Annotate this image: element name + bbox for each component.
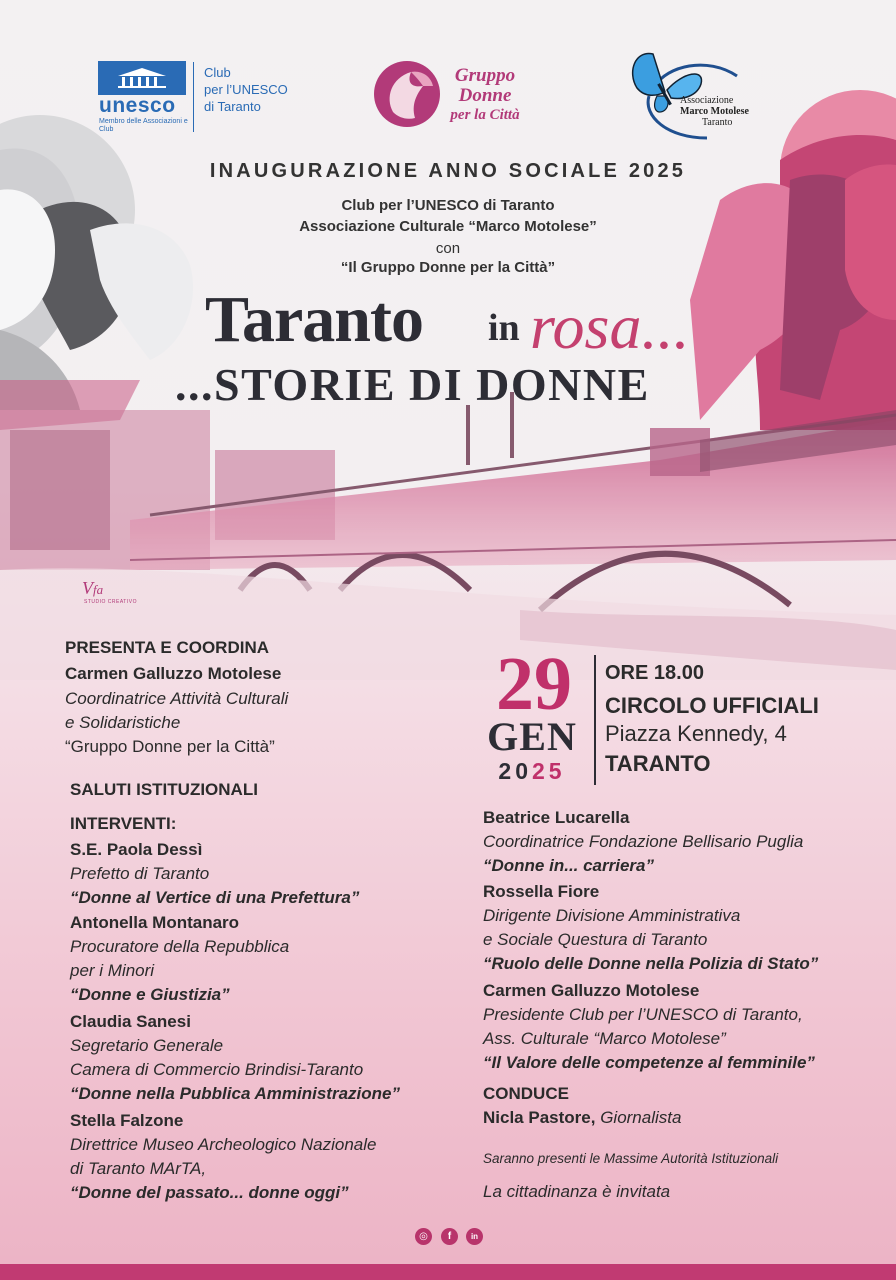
- gruppo-donne-logo-icon: [371, 58, 443, 130]
- speaker-talk: “Donne al Vertice di una Prefettura”: [70, 888, 360, 907]
- event-day: 29: [496, 642, 572, 726]
- unesco-member-text: Membro delle Associazioni e Club: [99, 118, 188, 133]
- motolese-line: Marco Motolese: [680, 106, 749, 117]
- speaker-role: di Taranto MArTA,: [70, 1159, 207, 1178]
- event-time: ORE 18.00: [605, 662, 704, 684]
- unesco-wordmark: unesco: [99, 94, 176, 117]
- speaker-role: Procuratore della Repubblica: [70, 937, 290, 956]
- organizer-line-1: Club per l’UNESCO di Taranto: [341, 197, 555, 214]
- speaker-talk: “Ruolo delle Donne nella Polizia di Stato”: [483, 954, 819, 973]
- event-year: [482, 758, 582, 785]
- unesco-club-line: di Taranto: [204, 99, 261, 114]
- unesco-divider: [193, 62, 194, 132]
- speaker-talk: “Donne del passato... donne oggi”: [70, 1183, 349, 1202]
- speaker-role: Coordinatrice Fondazione Bellisario Puglia: [483, 832, 804, 851]
- title-storie-di-donne: ...STORIE DI DONNE: [175, 359, 650, 410]
- speaker-role: e Sociale Questura di Taranto: [483, 930, 708, 949]
- speaker-role: Prefetto di Taranto: [70, 864, 210, 883]
- speaker-role: Ass. Culturale “Marco Motolese”: [483, 1029, 726, 1048]
- event-venue: CIRCOLO UFFICIALI: [605, 693, 819, 718]
- conduce-name: Nicla Pastore,: [483, 1108, 596, 1127]
- speaker-talk: “Il Valore delle competenze al femminile”: [483, 1053, 815, 1072]
- speaker-role: Segretario Generale: [70, 1036, 224, 1055]
- presenta-role: e Solidaristiche: [65, 713, 181, 732]
- presenta-label: PRESENTA E COORDINA: [65, 638, 270, 657]
- unesco-club-text: [204, 64, 324, 115]
- speaker-role: Camera di Commercio Brindisi-Taranto: [70, 1060, 364, 1079]
- event-year-suffix: 25: [532, 758, 566, 784]
- gruppo-donne-title: [441, 66, 529, 106]
- unesco-temple-icon: [108, 66, 176, 90]
- conduce-line: [483, 1106, 681, 1130]
- linkedin-icon[interactable]: in: [466, 1228, 483, 1245]
- motolese-line: Taranto: [702, 117, 733, 128]
- speaker-name: Rossella Fiore: [483, 882, 600, 901]
- speaker-name: Beatrice Lucarella: [483, 808, 630, 827]
- speaker-name: Antonella Montanaro: [70, 913, 240, 932]
- event-year-prefix: 20: [498, 758, 532, 784]
- speaker-talk: “Donne in... carriera”: [483, 856, 654, 875]
- speaker-role: per i Minori: [70, 961, 155, 980]
- interventi-label: INTERVENTI:: [70, 814, 177, 833]
- gruppo-line: Gruppo: [454, 65, 516, 86]
- event-city: TARANTO: [605, 751, 711, 776]
- presenta-role: “Gruppo Donne per la Città”: [65, 737, 275, 756]
- presenta-role: Coordinatrice Attività Culturali: [65, 689, 289, 708]
- bottom-bar: [0, 1264, 896, 1280]
- speaker-role: Direttrice Museo Archeologico Nazionale: [70, 1135, 377, 1154]
- unesco-club-line: Club: [204, 65, 231, 80]
- studio-mark-text: STUDIO CREATIVO: [84, 599, 137, 605]
- speaker-name: Claudia Sanesi: [70, 1012, 191, 1031]
- unesco-club-line: per l’UNESCO: [204, 82, 288, 97]
- studio-logo: Vfa: [82, 578, 104, 598]
- authorities-note: Saranno presenti le Massime Autorità Istituzionali: [483, 1151, 779, 1166]
- conduce-label: CONDUCE: [483, 1084, 569, 1103]
- date-divider: [594, 655, 596, 785]
- gruppo-line: Donne: [458, 85, 512, 106]
- title-taranto: Taranto: [205, 283, 423, 356]
- presenta-name: Carmen Galluzzo Motolese: [65, 664, 282, 683]
- invitation-text: La cittadinanza è invitata: [483, 1182, 671, 1201]
- speaker-talk: “Donne nella Pubblica Amministrazione”: [70, 1084, 400, 1103]
- motolese-line: Associazione: [680, 95, 734, 106]
- event-address: Piazza Kennedy, 4: [605, 721, 787, 746]
- instagram-icon[interactable]: ◎: [415, 1228, 432, 1245]
- motolese-logo-text: [680, 95, 790, 128]
- speaker-name: S.E. Paola Dessì: [70, 840, 203, 859]
- speaker-name: Stella Falzone: [70, 1111, 184, 1130]
- title-rosa: rosa...: [530, 291, 690, 362]
- speaker-role: Dirigente Divisione Amministrativa: [483, 906, 741, 925]
- organizer-line-3: “Il Gruppo Donne per la Città”: [340, 259, 556, 276]
- inauguration-heading: INAUGURAZIONE ANNO SOCIALE 2025: [209, 160, 687, 182]
- saluti-label: SALUTI ISTITUZIONALI: [70, 780, 258, 799]
- facebook-icon[interactable]: f: [441, 1228, 458, 1245]
- organizer-connector: con: [435, 240, 461, 257]
- speaker-role: Presidente Club per l’UNESCO di Taranto,: [483, 1005, 803, 1024]
- speaker-talk: “Donne e Giustizia”: [70, 985, 230, 1004]
- gruppo-donne-subtitle: per la Città: [450, 107, 520, 123]
- conduce-role: Giornalista: [600, 1108, 682, 1127]
- speaker-name: Carmen Galluzzo Motolese: [483, 981, 700, 1000]
- event-month: GEN: [487, 714, 577, 759]
- title-in: in: [488, 307, 520, 349]
- organizer-line-2: Associazione Culturale “Marco Motolese”: [299, 218, 597, 235]
